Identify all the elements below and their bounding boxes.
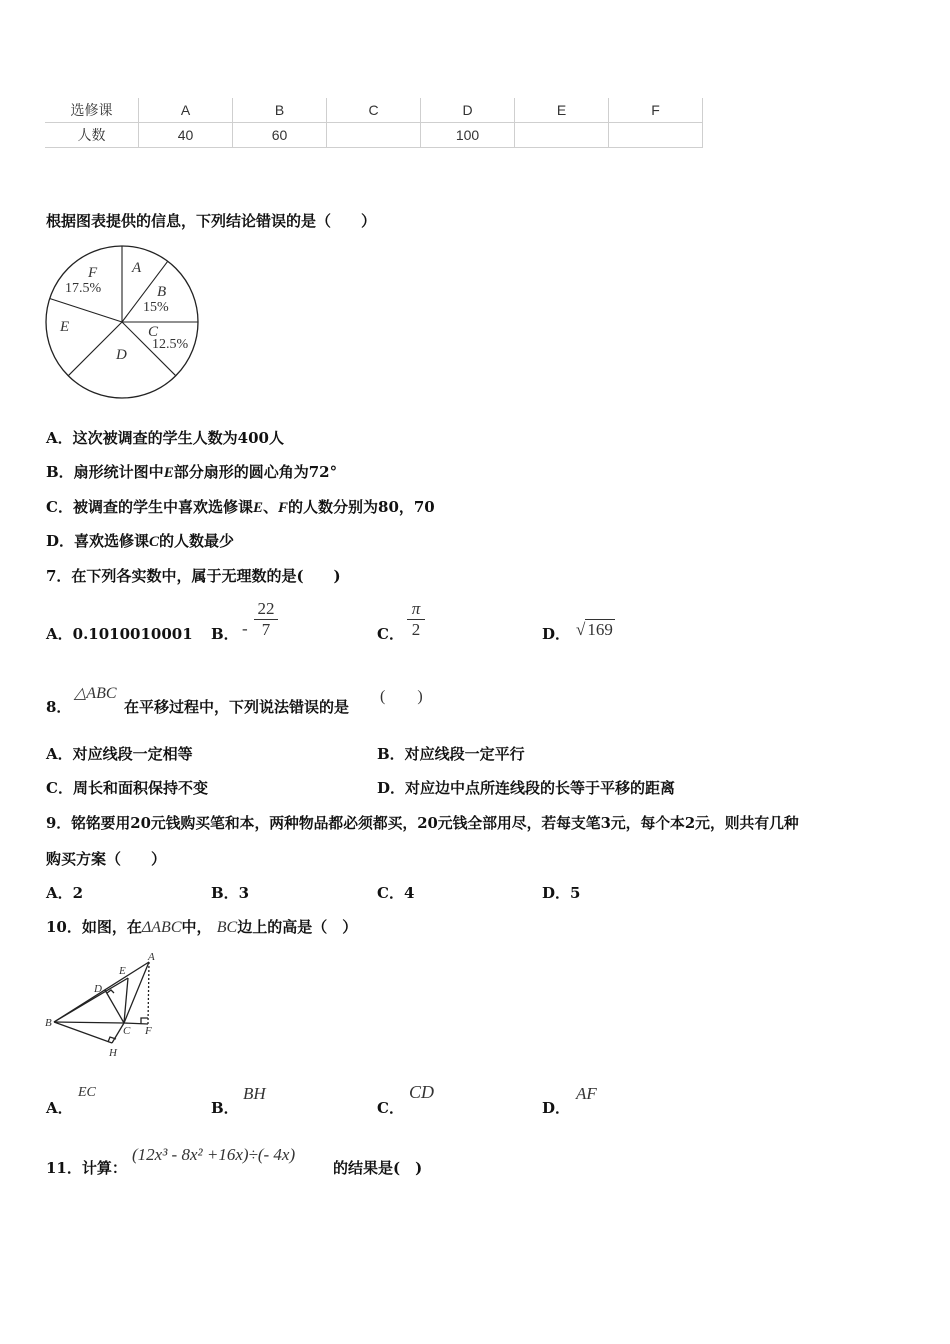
- table-cell: 40: [139, 123, 233, 148]
- figure-label-b: B: [45, 1017, 52, 1029]
- table-cell: [327, 123, 421, 148]
- q6-option-a: A．这次被调查的学生人数为400人: [46, 429, 284, 447]
- pie-label-f: F: [88, 265, 98, 281]
- q8-triangle: △ABC: [74, 685, 117, 702]
- q11-expression: (12x³ - 8x² +16x)÷(- 4x): [132, 1145, 296, 1164]
- q7-option-b-sign: -: [242, 619, 248, 638]
- q9-option-b: B．3: [211, 884, 250, 902]
- table-cell: F: [609, 98, 703, 123]
- q8-number: 8．: [46, 698, 72, 716]
- q11-prefix: 11．计算：: [46, 1159, 127, 1177]
- pie-figure: [44, 244, 204, 404]
- pie-percent-c: 12.5%: [152, 337, 189, 352]
- q8-stem: 在平移过程中，下列说法错误的是: [124, 698, 350, 716]
- pie-label-c: C: [148, 324, 159, 340]
- q7-option-b-label: B．: [211, 625, 239, 643]
- q10-option-c-label: C．: [377, 1099, 404, 1117]
- table-cell: A: [139, 98, 233, 123]
- q7-option-c-label: C．: [377, 625, 404, 643]
- q10-option-b-label: B．: [211, 1099, 239, 1117]
- q7-option-d-sqrt: √ 169: [576, 620, 613, 639]
- q9-option-d: D．5: [542, 884, 581, 902]
- q8-option-c: C．周长和面积保持不变: [46, 779, 208, 797]
- q10-option-d-label: D．: [542, 1099, 571, 1117]
- table-cell: 选修课: [45, 98, 139, 123]
- figure-label-h: H: [109, 1047, 117, 1059]
- q10-option-a-value: EC: [78, 1085, 96, 1100]
- table-cell: 人数: [45, 123, 139, 148]
- q9-option-a: A．2: [46, 884, 84, 902]
- survey-table: [45, 98, 703, 148]
- q8-option-a: A．对应线段一定相等: [46, 745, 193, 763]
- table-cell: [609, 123, 703, 148]
- q10-option-a-label: A．: [46, 1099, 73, 1117]
- pie-percent-f: 17.5%: [65, 281, 102, 296]
- figure-label-d: D: [94, 983, 102, 995]
- q6-option-b: B．扇形统计图中E部分扇形的圆心角为72°: [46, 463, 338, 481]
- table-cell: [515, 123, 609, 148]
- q7-option-a: A．0.1010010001: [46, 625, 193, 643]
- pie-percent-b: 15%: [143, 300, 169, 315]
- table-cell: C: [327, 98, 421, 123]
- q9-option-c: C．4: [377, 884, 415, 902]
- pie-divider: [68, 322, 122, 376]
- q10-option-d-value: AF: [576, 1084, 597, 1103]
- figure-label-a: A: [148, 951, 155, 963]
- q8-option-d: D．对应边中点所连线段的长等于平移的距离: [377, 779, 676, 797]
- table-cell: 100: [421, 123, 515, 148]
- q7-option-d-label: D．: [542, 625, 571, 643]
- table-cell: 60: [233, 123, 327, 148]
- q7-option-b-fraction: 22 7: [254, 600, 278, 639]
- pie-label-d: D: [116, 347, 127, 363]
- q7-stem: 7．在下列各实数中，属于无理数的是( ): [46, 567, 341, 585]
- table-row: [45, 123, 703, 148]
- q9-stem-line1: 9．铭铭要用20元钱购买笔和本，两种物品都必须都买，20元钱全部用尽，若每支笔3元，每个本2元，则共有几种: [46, 815, 799, 832]
- pie-label-a: A: [132, 260, 142, 276]
- q6-stem: 根据图表提供的信息，下列结论错误的是（ ）: [46, 212, 377, 230]
- triangle-figure: [44, 950, 164, 1062]
- pie-label-e: E: [60, 319, 70, 335]
- q10-option-b-value: BH: [243, 1084, 266, 1103]
- q9-stem-line2: 购买方案（ ）: [46, 850, 167, 868]
- q7-option-c-fraction: π 2: [407, 600, 425, 639]
- q6-option-d: D．喜欢选修课C的人数最少: [46, 532, 235, 550]
- pie-label-b: B: [157, 284, 167, 300]
- q11-suffix: 的结果是( ): [333, 1159, 423, 1177]
- table-cell: B: [233, 98, 327, 123]
- figure-label-f: F: [145, 1025, 152, 1037]
- q10-stem: 10．如图，在ΔABC中， BC边上的高是（ ）: [46, 918, 358, 936]
- q10-option-c-value: CD: [409, 1082, 435, 1102]
- q6-option-c: C．被调查的学生中喜欢选修课E、F的人数分别为80，70: [46, 498, 435, 516]
- figure-label-c: C: [123, 1025, 131, 1037]
- table-cell: D: [421, 98, 515, 123]
- table-cell: E: [515, 98, 609, 123]
- figure-label-e: E: [119, 965, 126, 977]
- table-row: [45, 98, 703, 123]
- q8-paren: ( ): [380, 688, 423, 705]
- q8-option-b: B．对应线段一定平行: [377, 745, 525, 763]
